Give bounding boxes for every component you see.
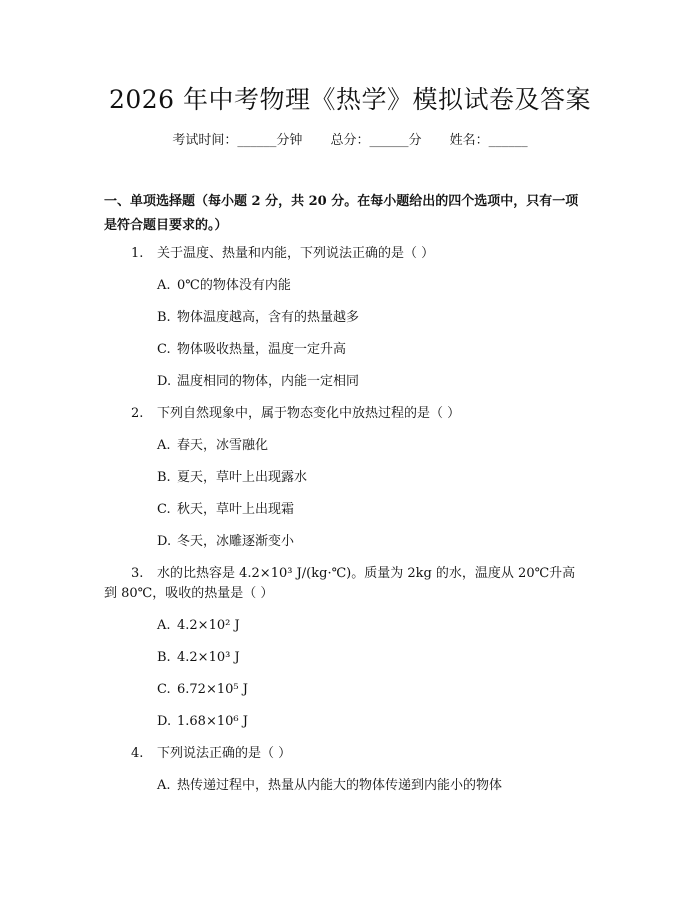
- question-3-option-d: [157, 712, 248, 732]
- section-heading: [104, 190, 604, 238]
- question-3-option-c: [157, 680, 248, 700]
- option-text: 热传递过程中，热量从内能大的物体传递到内能小的物体: [177, 778, 503, 793]
- question-text: 下列说法正确的是（ ）: [157, 746, 292, 761]
- question-text: 关于温度、热量和内能，下列说法正确的是（ ）: [157, 246, 435, 261]
- question-text-line-2: 到 80℃，吸收的热量是（ ）: [104, 586, 274, 601]
- question-2-option-c: [157, 500, 294, 520]
- question-3-option-a: [157, 616, 240, 636]
- option-text: 春天，冰雪融化: [177, 438, 269, 453]
- total-score-field: 总分：______分: [330, 133, 422, 148]
- section-heading-line-1: 一、单项选择题（每小题 2 分，共 20 分。在每小题给出的四个选项中，只有一项: [104, 194, 579, 209]
- option-text: 夏天，草叶上出现露水: [177, 470, 308, 485]
- option-text: 1.68×10⁶ J: [177, 714, 248, 729]
- question-number: 1.: [131, 246, 144, 261]
- option-label: D.: [157, 534, 172, 549]
- question-1-option-b: [157, 308, 359, 328]
- option-label: A.: [157, 278, 171, 293]
- question-1-option-c: [157, 340, 346, 360]
- question-number: 4.: [131, 746, 144, 761]
- option-text: 4.2×10³ J: [177, 650, 240, 665]
- option-label: A.: [157, 778, 171, 793]
- option-label: A.: [157, 438, 171, 453]
- question-number: 3.: [131, 566, 144, 581]
- option-text: 4.2×10² J: [177, 618, 240, 633]
- question-2-option-a: [157, 436, 268, 456]
- page-title: 2026 年中考物理《热学》模拟试卷及答案: [108, 85, 592, 114]
- question-number: 2.: [131, 406, 144, 421]
- option-label: B.: [157, 310, 171, 325]
- option-label: C.: [157, 502, 171, 517]
- section-heading-line-2: 是符合题目要求的。）: [104, 218, 228, 233]
- option-text: 温度相同的物体，内能一定相同: [177, 374, 360, 389]
- question-3-option-b: [157, 648, 240, 668]
- option-label: C.: [157, 682, 171, 697]
- question-1-option-a: [157, 276, 291, 296]
- option-text: 6.72×10⁵ J: [177, 682, 248, 697]
- question-text-line-1: 水的比热容是 4.2×10³ J/(kg·℃)。质量为 2kg 的水，温度从 20℃升高: [157, 566, 576, 581]
- option-label: D.: [157, 714, 172, 729]
- question-4-option-a: [157, 776, 502, 796]
- option-label: A.: [157, 618, 171, 633]
- option-text: 秋天，草叶上出现霜: [177, 502, 295, 517]
- option-label: B.: [157, 470, 171, 485]
- student-name-field: 姓名：______: [449, 133, 528, 148]
- question-1: [131, 244, 434, 264]
- option-label: C.: [157, 342, 171, 357]
- question-2-option-d: [157, 532, 294, 552]
- option-label: B.: [157, 650, 171, 665]
- option-text: 物体温度越高，含有的热量越多: [177, 310, 360, 325]
- question-1-option-d: [157, 372, 359, 392]
- question-text: 下列自然现象中，属于物态变化中放热过程的是（ ）: [157, 406, 461, 421]
- option-label: D.: [157, 374, 172, 389]
- question-2: [131, 404, 460, 424]
- option-text: 冬天，冰雕逐渐变小: [177, 534, 295, 549]
- question-3-continued: [104, 584, 273, 604]
- option-text: 物体吸收热量，温度一定升高: [177, 342, 347, 357]
- question-2-option-b: [157, 468, 307, 488]
- question-3: [131, 564, 575, 584]
- question-4: [131, 744, 291, 764]
- option-text: 0℃的物体没有内能: [177, 278, 291, 293]
- exam-time-field: 考试时间：______分钟: [172, 133, 303, 148]
- exam-meta: [0, 131, 700, 151]
